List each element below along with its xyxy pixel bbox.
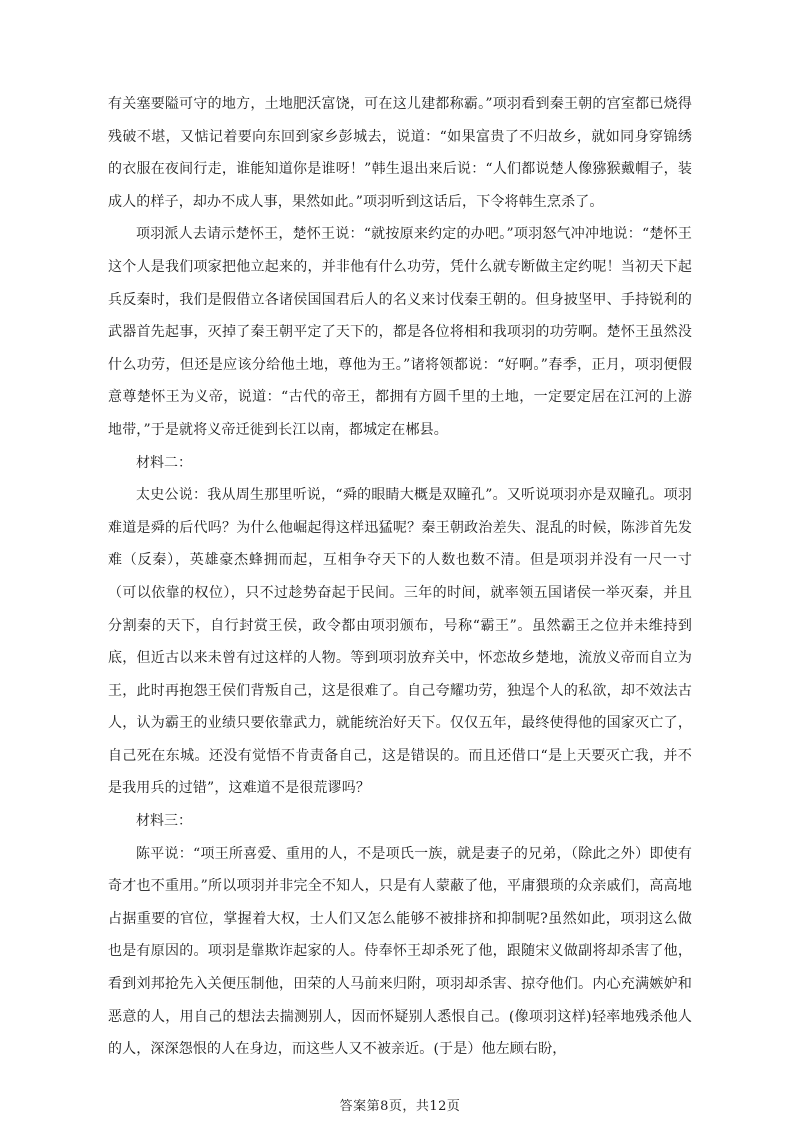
material-three-heading: 材料三： xyxy=(136,813,192,830)
paragraph-chu-huaiwang: 项羽派人去请示楚怀王，楚怀王说：“就按原来约定的办吧。”项羽怒气冲冲地说：“楚怀王这个人是我们项家把他立起来的，并非他有什么功劳，凭什么就专断做主定约呢！当初天下起兵反秦时，我们是假借立各诸侯国国君后人的名义来讨伐秦王朝的。但身披坚甲、手持锐利的武器首先起事，灭掉了秦王朝平定了天下的，都是各位将相和我项羽的功劳啊。楚怀王虽然没什么功劳，但还是应该分给他土地，尊他为王。”诸将领都说：“好啊。”春季，正月，项羽便假意尊楚怀王为义帝，说道：“古代的帝王，都拥有方圆千里的土地，一定要定居在江河的上游地带，”于是就将义帝迁徙到长江以南，都城定在郴县。 xyxy=(108,226,692,438)
material-two-text: 太史公说：我从周生那里听说，“舜的眼睛大概是双瞳孔”。又听说项羽亦是双瞳孔。项羽难道是舜的后代吗？为什么他崛起得这样迅猛呢？秦王朝政治差失、混乱的时候，陈涉首先发难（反秦），英雄豪杰蜂拥而起，互相争夺天下的人数也数不清。但是项羽并没有一尺一寸（可以依靠的权位），只不过趁势奋起于民间。三年的时间，就率领五国诸侯一举灭秦，并且分割秦的天下，自行封赏王侯，政令都由项羽颁布，号称“霸王”。虽然霸王之位并未维持到底，但近古以来未曾有过这样的人物。等到项羽放弃关中，怀恋故乡楚地，流放义帝而自立为王，此时再抱怨王侯们背叛自己，这是很难了。自己夸耀功劳，独逞个人的私欲，却不效法古人，认为霸王的业绩只要依靠武力，就能统治好天下。仅仅五年，最终使得他的国家灭亡了，自己死在东城。还没有觉悟不肯责备自己，这是错误的。而且还借口“是上天要灭亡我，并不是我用兵的过错”，这难道不是很荒谬吗？ xyxy=(108,487,692,797)
paragraph-continued: 有关塞要隘可守的地方，土地肥沃富饶，可在这儿建都称霸。”项羽看到秦王朝的宫室都已烧得残破不堪，又惦记着要向东回到家乡彭城去，说道：“如果富贵了不归故乡，就如同身穿锦绣的衣服在夜间行走，谁能知道你是谁呀！”韩生退出来后说：“人们都说楚人像猕猴戴帽子，装成人的样子，却办不成人事，果然如此。”项羽听到这话后，下令将韩生烹杀了。 xyxy=(108,96,692,210)
material-two-heading: 材料二： xyxy=(136,454,192,471)
page-footer: 答案第8页，共12页 xyxy=(339,1099,461,1114)
document-body xyxy=(108,88,692,1066)
material-three-text: 陈平说：“项王所喜爱、重用的人，不是项氏一族，就是妻子的兄弟，（除此之外）即使有奇才也不重用。”所以项羽并非完全不知人，只是有人蒙蔽了他，平庸猥琐的众亲戚们，高高地占据重要的官位，掌握着大权，士人们又怎么能够不被排挤和抑制呢?虽然如此，项羽这么做也是有原因的。项羽是靠欺诈起家的人。侍奉怀王却杀死了他，跟随宋义做副将却杀害了他，看到刘邦抢先入关便压制他，田荣的人马前来归附，项羽却杀害、掠夺他们。内心充满嫉妒和恶意的人，用自己的想法去揣测别人，因而怀疑别人悉恨自己。(像项羽这样)轻率地残杀他人的人，深深怨恨的人在身边，而这些人又不被亲近。(于是）他左顾右盼， xyxy=(108,845,692,1058)
